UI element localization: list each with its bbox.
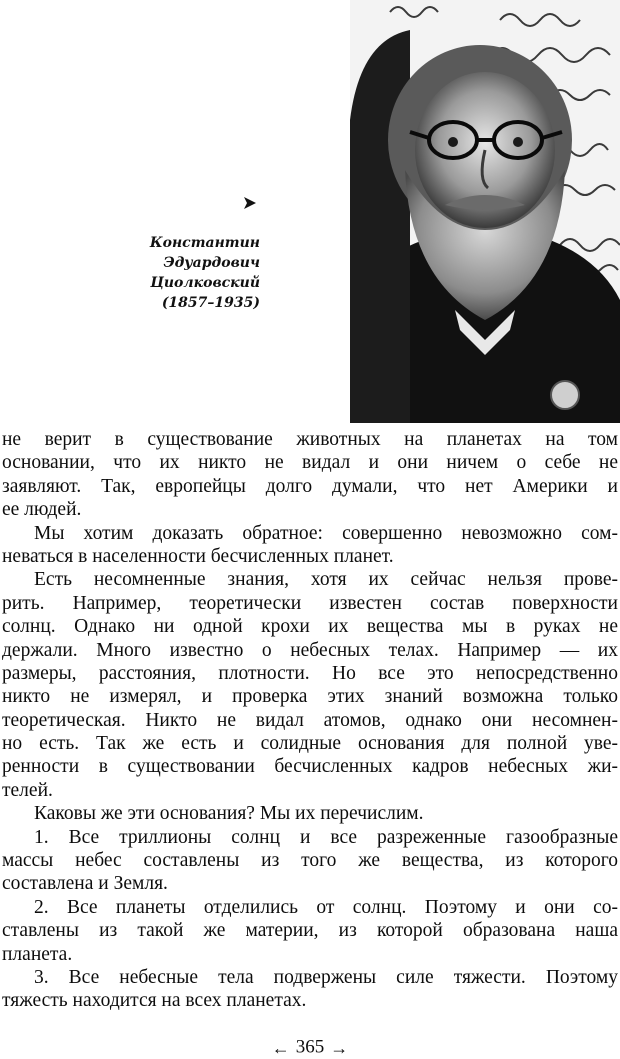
text-line: ее людей. (2, 499, 82, 521)
arrow-left-icon: ← (271, 1037, 290, 1058)
text-line: 1. Все триллионы солнц и все разреженные газообразные (34, 826, 618, 848)
text-line: массы небес составлены из того же вещества, из которого (2, 850, 618, 872)
page-number-footer (0, 1036, 620, 1059)
text-line: размеры, расстояния, плотности. Но все это непосредственно (2, 662, 618, 684)
text-line: теоретическая. Никто не видал атомов, однако они несомнен- (2, 709, 618, 731)
text-line: неваться в населенности бесчисленных планет. (2, 545, 394, 567)
caption-surname: Циолковский (150, 275, 260, 291)
text-line: Каковы же эти основания? Мы их перечислим. (34, 803, 424, 825)
text-line: составлена и Земля. (2, 873, 168, 895)
text-line: солнц. Однако ни одной крохи их вещества мы в руках не (2, 616, 618, 638)
text-line: Есть несомненные знания, хотя их сейчас нельзя прове- (34, 569, 618, 591)
text-line: телей. (2, 779, 53, 801)
arrow-right-icon: → (330, 1037, 349, 1058)
text-line: рить. Например, теоретически известен состав поверхности (2, 592, 618, 614)
caption-years: (1857–1935) (161, 295, 260, 311)
triangle-pointer-icon (243, 196, 257, 210)
text-line: планета. (2, 943, 73, 965)
text-line: ставлены из такой же материи, из которой образована наша (2, 920, 618, 942)
text-line: никто не измерял, и проверка этих знаний возможна только (2, 686, 618, 708)
text-line: 2. Все планеты отделились от солнц. Поэтому и они со- (34, 896, 618, 918)
portrait-photo (350, 0, 620, 423)
text-line: тяжесть находится на всех планетах. (2, 990, 307, 1012)
text-line: заявляют. Так, европейцы долго думали, что нет Америки и (2, 475, 618, 497)
text-line: не верит в существование животных на планетах на том (2, 429, 618, 450)
caption-patronymic: Эдуардович (163, 255, 260, 271)
text-line: но есть. Так же есть и солидные основания для полной уве- (2, 733, 618, 755)
text-line: основании, что их никто не видал и они ничем о себе не (2, 452, 618, 474)
text-line: ренности в существовании бесчисленных кадров небесных жи- (2, 756, 618, 778)
main-text (2, 428, 618, 1013)
caption-first-name: Константин (149, 235, 260, 251)
portrait-caption (100, 233, 260, 313)
text-line: Мы хотим доказать обратное: совершенно невозможно сом- (34, 522, 618, 544)
page-number: 365 (295, 1036, 325, 1058)
text-line: 3. Все небесные тела подвержены силе тяжести. Поэтому (34, 966, 618, 988)
portrait-image (350, 0, 620, 423)
text-line: держали. Много известно о небесных телах. Например — их (2, 639, 618, 661)
